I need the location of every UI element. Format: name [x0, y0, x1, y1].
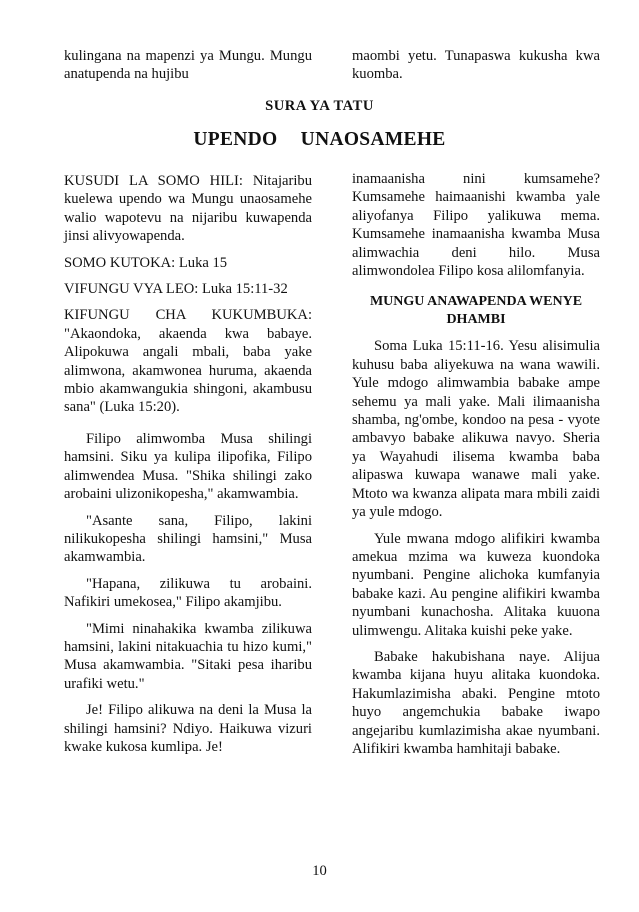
story-paragraph-4: "Mimi ninahakika kwamba zilikuwa hamsini, lakini nitakuachia tu hizo kumi," Musa akamwambia. "Sitaki pesa iharibu urafiki wetu." — [64, 620, 312, 692]
parable-paragraph-3: Babake hakubishana naye. Alijua kwamba kijana huyu alitaka kuondoka. Hakumlazimisha abaki. Pengine mtoto huyo angemchukia babake iwapo angejaribu kumlazimisha akae nyumbani. Alifikiri kwamba hamhitaji babake. — [352, 648, 600, 757]
story-paragraph-1: Filipo alimwomba Musa shilingi hamsini. Siku ya kulipa ilipofika, Filipo alimwendea Musa. "Shika shilingi zako arobaini ulizonikopesha," akamwambia. — [64, 430, 312, 503]
continued-paragraph-left: kulingana na mapenzi ya Mungu. Mungu anatupenda na hujibu — [64, 48, 312, 83]
forgiveness-paragraph: inamaanisha nini kumsamehe? Kumsamehe haimaanishi kwamba yale aliyofanya Filipo yalikuwa mema. Kumsamehe inamaanisha kwamba Musa alimwachia deni hilo. Musa alimwondolea Filipo kosa alilomfanyia. — [352, 171, 600, 280]
section-heading: MUNGU ANAWAPENDA WENYE DHAMBI — [369, 294, 583, 328]
todays-verses: VIFUNGU VYA LEO: Luka 15:11-32 — [64, 281, 288, 298]
memory-verse: KIFUNGU CHA KUKUMBUKA: "Akaondoka, akaenda kwa babaye. Alipokuwa angali mbali, baba yake alimwona, akamwonea huruma, akaenda mbio akamwangukia shingoni, akambusu sana" (Luka 15:20). — [64, 307, 312, 416]
chapter-title: UPENDO UNAOSAMEHE — [193, 129, 446, 150]
lesson-purpose: KUSUDI LA SOMO HILI: Nitajaribu kuelewa upendo wa Mungu unaosamehe walio wapotevu na nijaribu kuwapenda jinsi alivyowapenda. — [64, 173, 312, 245]
top-left-text-block — [64, 47, 312, 84]
chapter-label: SURA YA TATU — [265, 98, 374, 114]
lesson-source: SOMO KUTOKA: Luka 15 — [64, 254, 228, 271]
page-number: 10 — [312, 863, 327, 879]
story-paragraph-3: "Hapana, zilikuwa tu arobaini. Nafikiri umekosea," Filipo akamjibu. — [64, 575, 312, 611]
continued-paragraph-right: maombi yetu. Tunapaswa kukusha kwa kuomba. — [352, 48, 600, 83]
story-paragraph-2: "Asante sana, Filipo, lakini nilikukopesha shilingi hamsini," Musa akamwambia. — [64, 512, 312, 566]
story-paragraph-5: Je! Filipo alikuwa na deni la Musa la shilingi hamsini? Ndiyo. Haikuwa vizuri kwake kukosa kumlipa. Je! — [64, 702, 312, 755]
parable-paragraph-2: Yule mwana mdogo alifikiri kwamba amekua mzima wa kuweza kuondoka nyumbani. Pengine alichoka kumfanyia babake kazi. Au pengine alifikiri kwamba nyumbani kunachosha. Alitaka kuuona ulimwengu. Alitaka kuishi peke yake. — [352, 530, 600, 639]
parable-paragraph-1: Soma Luka 15:11-16. Yesu alisimulia kuhusu baba aliyekuwa na wana wawili. Yule mdogo alimwambia babake ampe sehemu ya mali yake. Mali ilimaanisha shamba, ng'ombe, kondoo na pesa - vyote ambavyo babake alikuwa navyo. Sheria ya Wayahudi ilisema kwamba baba alipaswa kuwapa wanawe mali yake. Mtoto wa kwanza alipata mara mbili zaidi ya yule mdogo. — [352, 338, 600, 521]
left-column — [64, 172, 312, 756]
right-column — [352, 170, 600, 758]
top-right-text-block — [352, 47, 600, 84]
